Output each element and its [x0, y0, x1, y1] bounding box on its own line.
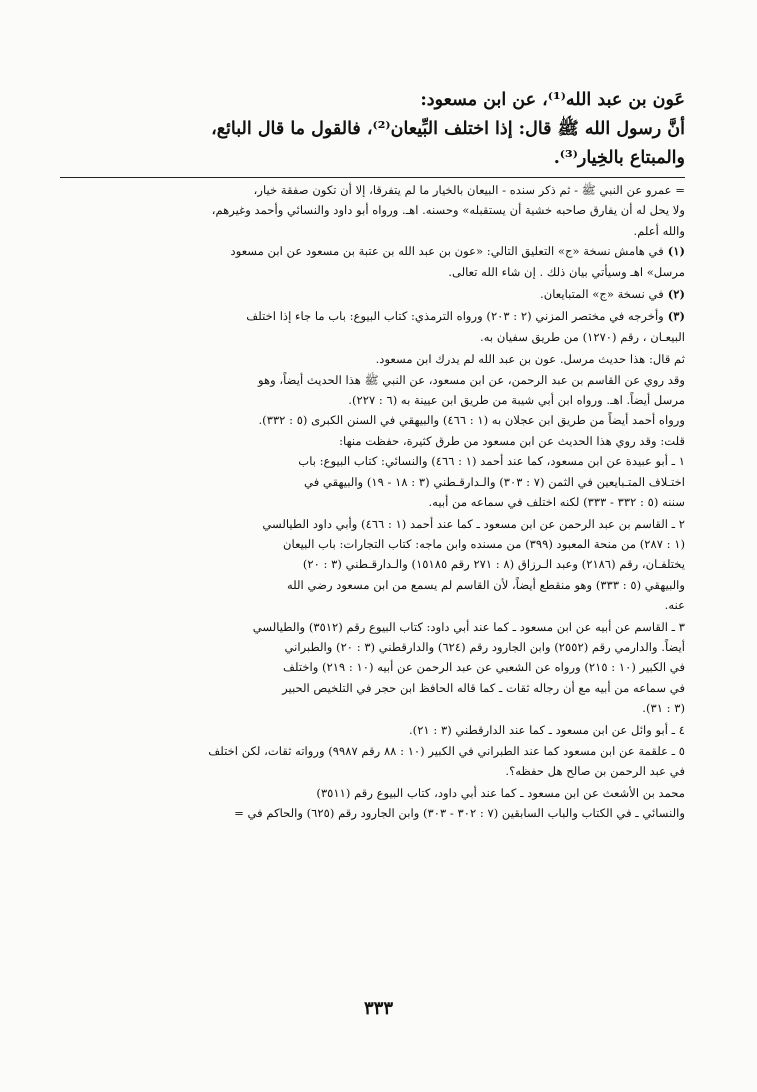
- chain-item-5: [60, 741, 685, 782]
- footnote-number: (٣): [667, 309, 685, 324]
- footnote-text: في هامش نسخة «ج» التعليق التالي: «عون بن عبد الله بن عتبة بن مسعود عن ابن مسعود: [230, 244, 664, 259]
- chain-line: (٣ : ٣١).: [642, 701, 685, 716]
- discussion-line: ورواه أحمد أيضاً من طريق ابن عجلان به (١ : ٤٦٦) والبيهقي في السنن الكبرى (٥ : ٣٣٢).: [258, 413, 685, 428]
- carryover-line: والله أعلم.: [633, 223, 685, 238]
- page-number: ٣٣٣: [363, 998, 393, 1019]
- chain-line: في سماعه من أبيه مع أن رجاله ثقات ـ كما قاله الحافظ ابن حجر في التلخيص الحبير: [282, 680, 685, 695]
- chain-line: يختلفـان، رقم (٢١٨٦) وعبد الـرزاق (٨ : ٢٧١ رقم ١٥١٨٥) والـدارقـطني (٣ : ٢٠): [302, 557, 685, 572]
- chain-line: عنه.: [664, 598, 685, 613]
- chain-line: ٤ ـ أبو وائل عن ابن مسعود ـ كما عند الدارقطني (٣ : ٢١).: [408, 722, 685, 737]
- chain-line: (١ : ٢٨٧) من منحة المعبود (٣٩٩) من مسنده وابن ماجه: كتاب التجارات: باب البيعان: [283, 536, 685, 551]
- chain-line: ٢ ـ القاسم بن عبد الرحمن عن ابن مسعود ـ كما عند أحمد (١ : ٤٦٦) وأبي داود الطيالسي: [262, 516, 685, 531]
- carryover-line: ولا يحل له أن يفارق صاحبه خشية أن يستقبله» وحسنه. اهـ. ورواه أبو داود والنسائي وأحمد وغيرهم،: [211, 203, 685, 218]
- discussion: [60, 349, 685, 451]
- chain-item-2: [60, 514, 685, 616]
- chain-item-3: [60, 617, 685, 719]
- footnote-1: [60, 241, 685, 282]
- chain-item-1: [60, 451, 685, 512]
- hadith-text: [60, 86, 685, 173]
- carryover-footnote: [60, 180, 685, 241]
- discussion-line: مرسل أيضاً. اهـ. ورواه ابن أبي شيبة من طريق ابن عيينة به (٦ : ٢٢٧).: [348, 393, 685, 408]
- hadith-line-1: عَون بن عبد الله⁽¹⁾، عن ابن مسعود:: [420, 90, 685, 110]
- footnote-text: وأخرجه في مختصر المزني (٢ : ٢٠٣) ورواه الترمذي: كتاب البيوع: باب ما جاء إذا اختلف: [246, 309, 664, 324]
- footnote-line: مرسل» اهـ وسيأتي بيان ذلك . إن شاء الله تعالى.: [448, 264, 685, 279]
- chain-item-4: [60, 720, 685, 740]
- carryover-line: = عمرو عن النبي ﷺ - ثم ذكر سنده - البيعان بالخيار ما لم يتفرقا، إلا أن تكون صفقة خيار،: [253, 183, 685, 197]
- chain-line: في عبد الرحمن بن صالح هل حفظه؟.: [505, 764, 685, 779]
- chain-line: في الكبير (١٠ : ٢١٥) ورواه عن الشعبي عن عبد الرحمن عن أبيه (١٠ : ٢١٩) واختلف: [283, 660, 685, 675]
- footnote-number: (١): [667, 244, 685, 259]
- footnote-line: [60, 284, 685, 304]
- hadith-line-2: أنَّ رسول الله ﷺ قال: إذا اختلف البِّيعان⁽²⁾، فالقول ما قال البائع،: [211, 119, 685, 139]
- footnote-3: [60, 306, 685, 347]
- discussion-line: قلت: وقد روي هذا الحديث عن ابن مسعود من طرق كثيرة، حفظت منها:: [339, 433, 685, 448]
- footnote-2: [60, 284, 685, 304]
- chain-line: أيضاً. والدارمي رقم (٢٥٥٢) وابن الجارود رقم (٦٢٤) والدارقطني (٣ : ٢٠) والطبراني: [284, 639, 685, 654]
- book-page: [60, 86, 685, 825]
- footnotes-section: [60, 180, 685, 824]
- chain-line: ١ ـ أبو عبيدة عن ابن مسعود، كما عند أحمد (١ : ٤٦٦) والنسائي: كتاب البيوع: باب: [298, 454, 685, 469]
- chain-line: اختـلاف المتـبايعين في الثمن (٧ : ٣٠٣) والـدارقـطني (٣ : ١٨ - ١٩) والبيهقي في: [304, 474, 685, 489]
- discussion-line: وقد روي عن القاسم بن عبد الرحمن، عن ابن مسعود، عن النبي ﷺ هذا الحديث أيضاً، وهو: [258, 372, 685, 387]
- chain-line: ٣ ـ القاسم عن أبيه عن ابن مسعود ـ كما عند أبي داود: كتاب البيوع رقم (٣٥١٢) والطيالسي: [252, 619, 685, 634]
- footnote-line: البيعـان ، رقم (١٢٧٠) من طريق سفيان به.: [480, 329, 685, 344]
- chain-line: سننه (٥ : ٣٣٢ - ٣٣٣) لكنه اختلف في سماعه من أبيه.: [428, 495, 685, 510]
- chain-item-6: [60, 783, 685, 824]
- footnote-line: [60, 241, 685, 261]
- chain-line: محمد بن الأشعث عن ابن مسعود ـ كما عند أبي داود، كتاب البيوع رقم (٣٥١١): [316, 785, 685, 800]
- hadith-line-3: والمبتاع بالخِيار⁽³⁾.: [553, 148, 685, 168]
- footnote-number: (٢): [667, 287, 685, 302]
- chain-line: والبيهقي (٥ : ٣٣٣) وهو منقطع أيضاً، لأن القاسم لم يسمع من ابن مسعود رضي الله: [286, 577, 685, 592]
- discussion-line: ثم قال: هذا حديث مرسل. عون بن عبد الله لم يدرك ابن مسعود.: [375, 352, 685, 367]
- footnote-line: [60, 306, 685, 326]
- footnote-separator: [60, 177, 685, 178]
- footnote-text: في نسخة «ج» المتبايعان.: [540, 287, 664, 302]
- chain-line: والنسائي ـ في الكتاب والباب السابقين (٧ : ٣٠٢ - ٣٠٣) وابن الجارود رقم (٦٢٥) والحاكم في =: [234, 806, 685, 821]
- chain-line: ٥ ـ علقمة عن ابن مسعود كما عند الطبراني في الكبير (١٠ : ٨٨ رقم ٩٩٨٧) ورواته ثقات، لكن اختلف: [208, 743, 685, 758]
